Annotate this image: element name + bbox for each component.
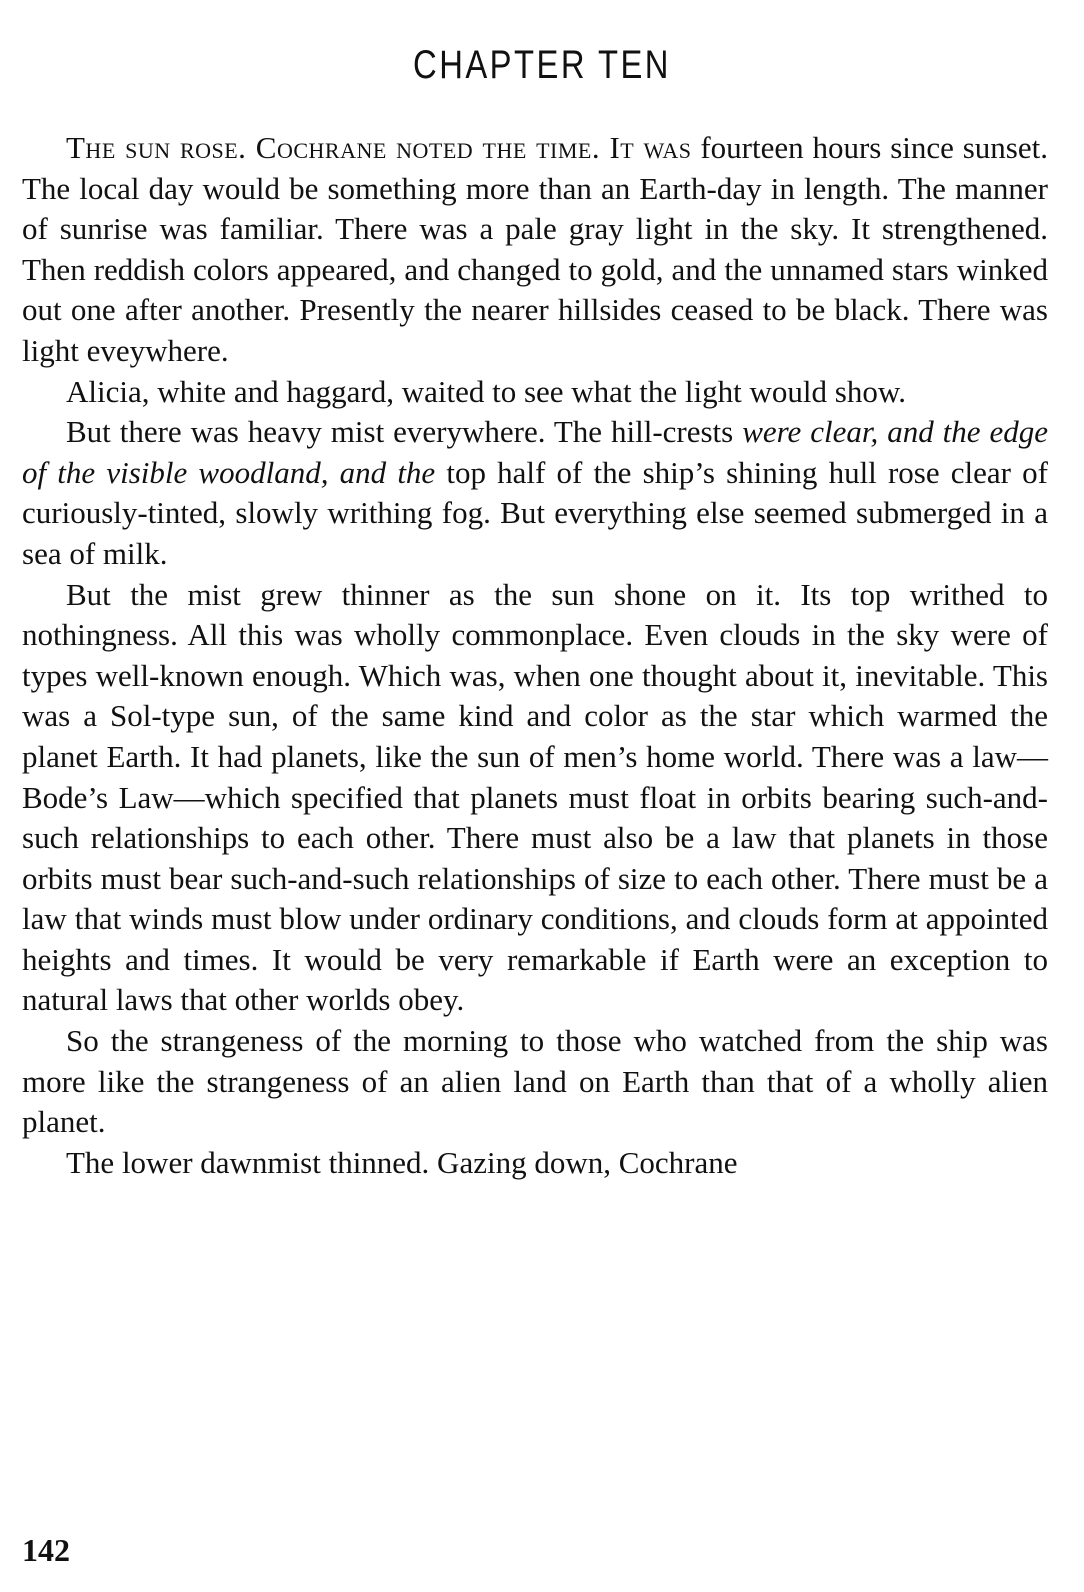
paragraph-lead-smallcaps: The sun rose. Cochrane noted the time. It was	[66, 130, 692, 165]
body-text	[22, 128, 1048, 1183]
paragraph-3-text-before: But there was heavy mist everywhere. The hill-crests	[66, 414, 734, 450]
paragraph-2	[22, 372, 1048, 413]
paragraph-3-text-after: top half of the ship’s shining hull rose clear of curiously-tinted, slowly writhing fog. But everything else seemed submerged in a sea of milk.	[22, 454, 1048, 571]
paragraph-6	[22, 1143, 1048, 1184]
paragraph-6-text: The lower dawnmist thinned. Gazing down, Cochrane	[66, 1144, 738, 1180]
paragraph-2-text: Alicia, white and haggard, waited to see what the light would show.	[66, 373, 906, 409]
paragraph-1	[22, 128, 1048, 372]
paragraph-5-text: So the strangeness of the morning to those who watched from the ship was more like the strangeness of an alien land on Earth than that of a wholly alien planet.	[22, 1023, 1048, 1140]
paragraph-4-text: But the mist grew thinner as the sun shone on it. Its top writhed to nothingness. All this was wholly commonplace. Even clouds in the sky were of types well-known enough. Which was, when one thought about it, inevitable. This was a Sol-type sun, of the same kind and color as the star which warmed the planet Earth. It had planets, like the sun of men’s home world. There was a law—Bode’s Law—which specified that planets must float in orbits bearing such-and-such relationships to each other. There must also be a law that planets in those orbits must bear such-and-such relationships of size to each other. There must be a law that winds must blow under ordinary conditions, and clouds form at appointed heights and times. It would be very remarkable if Earth were an exception to natural laws that other worlds obey.	[22, 576, 1048, 1018]
paragraph-3	[22, 412, 1048, 574]
paragraph-1-text: fourteen hours since sunset. The local day would be something more than an Earth-day in length. The manner of sunrise was familiar. There was a pale gray light in the sky. It strengthened. Then reddish colors appeared, and changed to gold, and the unnamed stars winked out one after another. Presently the nearer hillsides ceased to be black. There was light eveywhere.	[22, 130, 1048, 368]
chapter-title: CHAPTER TEN	[413, 42, 671, 87]
paragraph-3-italic: were clear, and the edge of the visible woodland, and the	[22, 414, 1048, 490]
page-number: 142	[22, 1532, 70, 1568]
paragraph-5	[22, 1021, 1048, 1143]
paragraph-4	[22, 575, 1048, 1022]
